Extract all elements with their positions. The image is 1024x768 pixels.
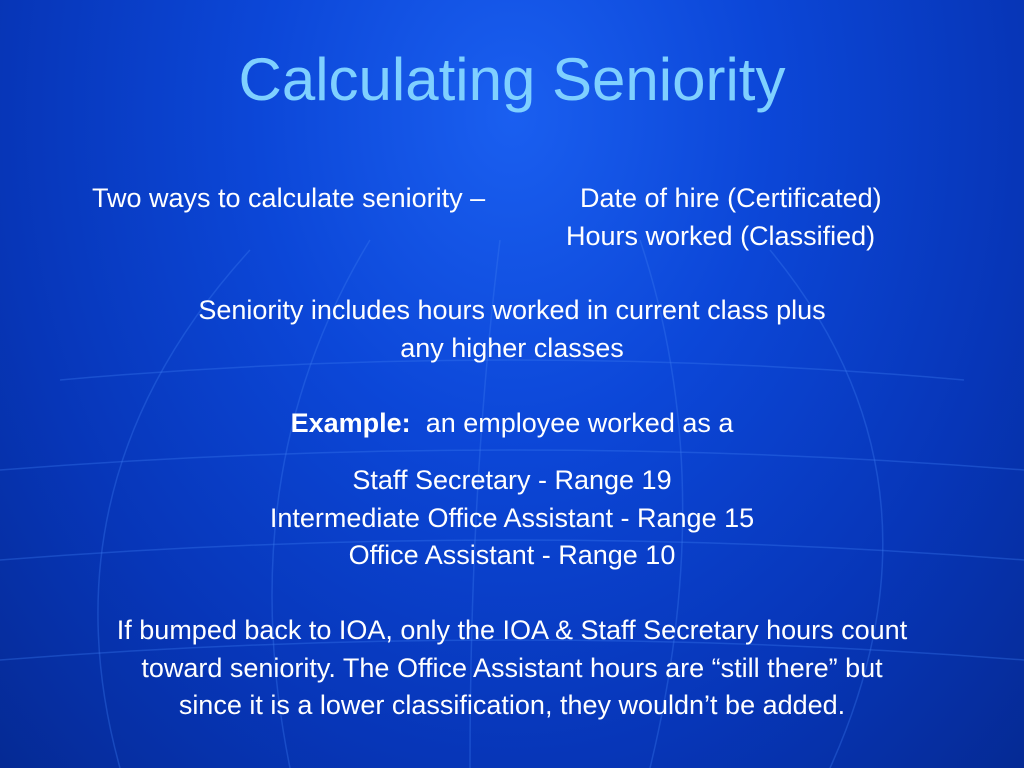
position-staff-secretary: Staff Secretary - Range 19 xyxy=(352,465,672,495)
position-office-assistant: Office Assistant - Range 10 xyxy=(348,540,676,570)
bumped-line-2: toward seniority. The Office Assistant hours are “still there” but xyxy=(141,653,883,683)
example-line xyxy=(0,405,1024,442)
ways-intro: Two ways to calculate seniority – xyxy=(92,183,486,213)
slide-title: Calculating Seniority xyxy=(238,46,786,113)
includes-line-1: Seniority includes hours worked in current class plus xyxy=(198,295,826,325)
bumped-line-1: If bumped back to IOA, only the IOA & Staff Secretary hours count xyxy=(116,615,908,645)
example-label: Example: xyxy=(290,408,411,438)
method-date-of-hire: Date of hire (Certificated) xyxy=(580,183,882,213)
position-intermediate-office-assistant: Intermediate Office Assistant - Range 15 xyxy=(269,503,755,533)
includes-line-2: any higher classes xyxy=(400,333,624,363)
example-text: an employee worked as a xyxy=(425,408,734,438)
method-hours-worked: Hours worked (Classified) xyxy=(566,221,876,251)
bumped-line-3: since it is a lower classification, they wouldn’t be added. xyxy=(178,690,846,720)
